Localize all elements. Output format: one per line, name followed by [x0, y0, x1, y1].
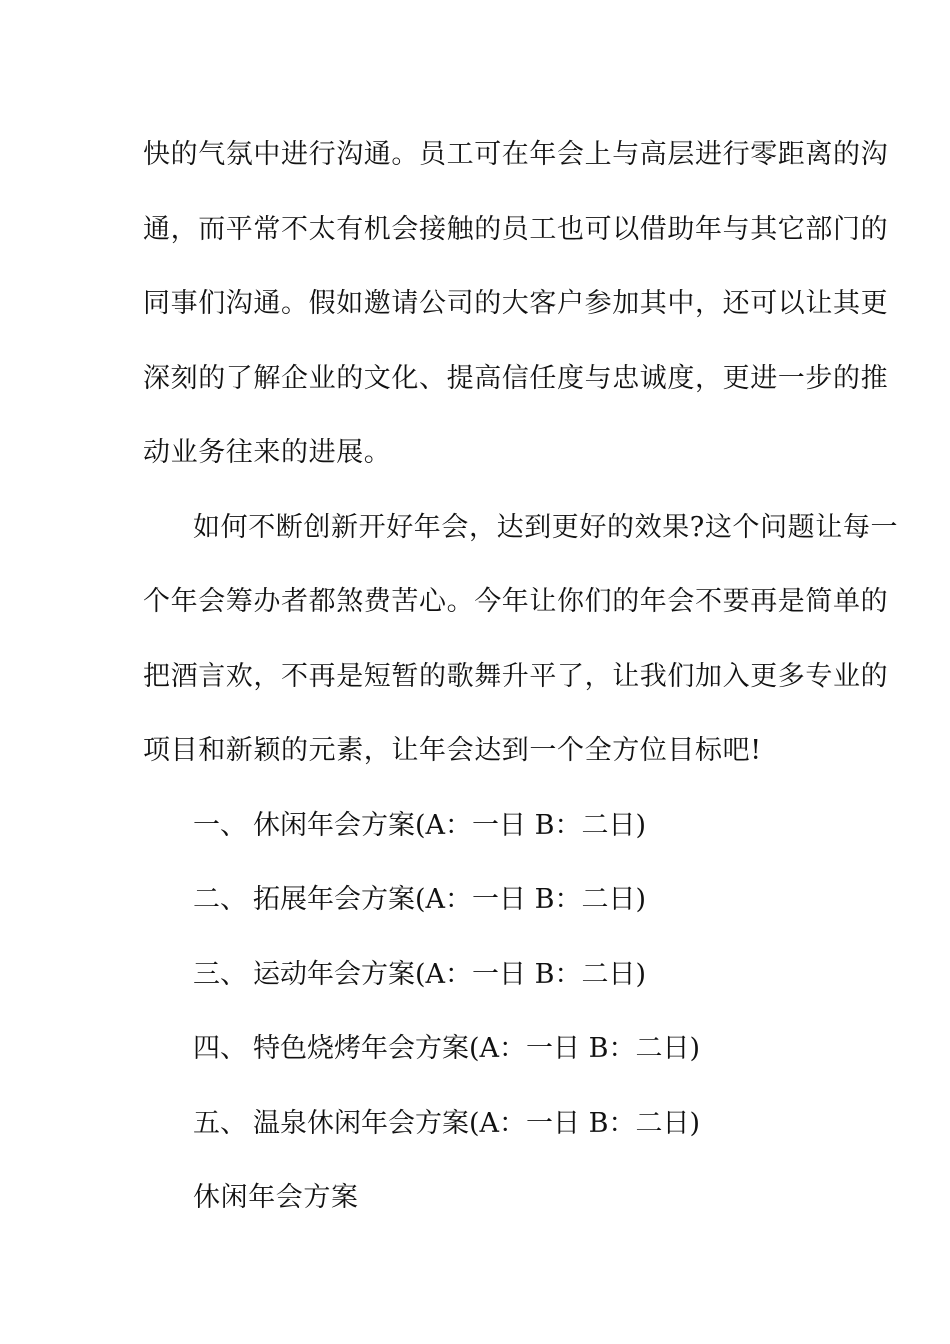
list-number: 二、 — [193, 884, 247, 915]
paragraph1-line-5: 动业务往来的进展。 — [143, 437, 392, 468]
plan-list-item — [193, 1107, 700, 1141]
section-heading: 休闲年会方案 — [193, 1182, 359, 1213]
list-text: 休闲年会方案(A：一日 B：二日) — [253, 810, 646, 841]
plan-list-item — [193, 958, 646, 992]
paragraph1-line-1: 快的气氛中进行沟通。员工可在年会上与高层进行零距离的沟 — [143, 139, 889, 170]
plan-list-item — [193, 1032, 700, 1066]
plan-list-item — [193, 883, 646, 917]
paragraph1-line-3: 同事们沟通。假如邀请公司的大客户参加其中，还可以让其更 — [143, 288, 889, 319]
paragraph1-line-4: 深刻的了解企业的文化、提高信任度与忠诚度，更进一步的推 — [143, 363, 889, 394]
paragraph2-line-2: 个年会筹办者都煞费苦心。今年让你们的年会不要再是简单的 — [143, 586, 889, 617]
list-number: 三、 — [193, 959, 247, 990]
paragraph2-line-3: 把酒言欢，不再是短暂的歌舞升平了，让我们加入更多专业的 — [143, 661, 889, 692]
list-number: 五、 — [193, 1108, 247, 1139]
list-text: 特色烧烤年会方案(A：一日 B：二日) — [253, 1033, 700, 1064]
paragraph2-line-1: 如何不断创新开好年会，达到更好的效果?这个问题让每一 — [193, 512, 899, 543]
list-number: 四、 — [193, 1033, 247, 1064]
list-text: 拓展年会方案(A：一日 B：二日) — [253, 884, 646, 915]
paragraph1-line-2: 通，而平常不太有机会接触的员工也可以借助年与其它部门的 — [143, 214, 889, 245]
plan-list-item — [193, 809, 646, 843]
list-text: 温泉休闲年会方案(A：一日 B：二日) — [253, 1108, 700, 1139]
list-text: 运动年会方案(A：一日 B：二日) — [253, 959, 646, 990]
paragraph2-line-4: 项目和新颖的元素，让年会达到一个全方位目标吧! — [143, 735, 762, 766]
list-number: 一、 — [193, 810, 247, 841]
